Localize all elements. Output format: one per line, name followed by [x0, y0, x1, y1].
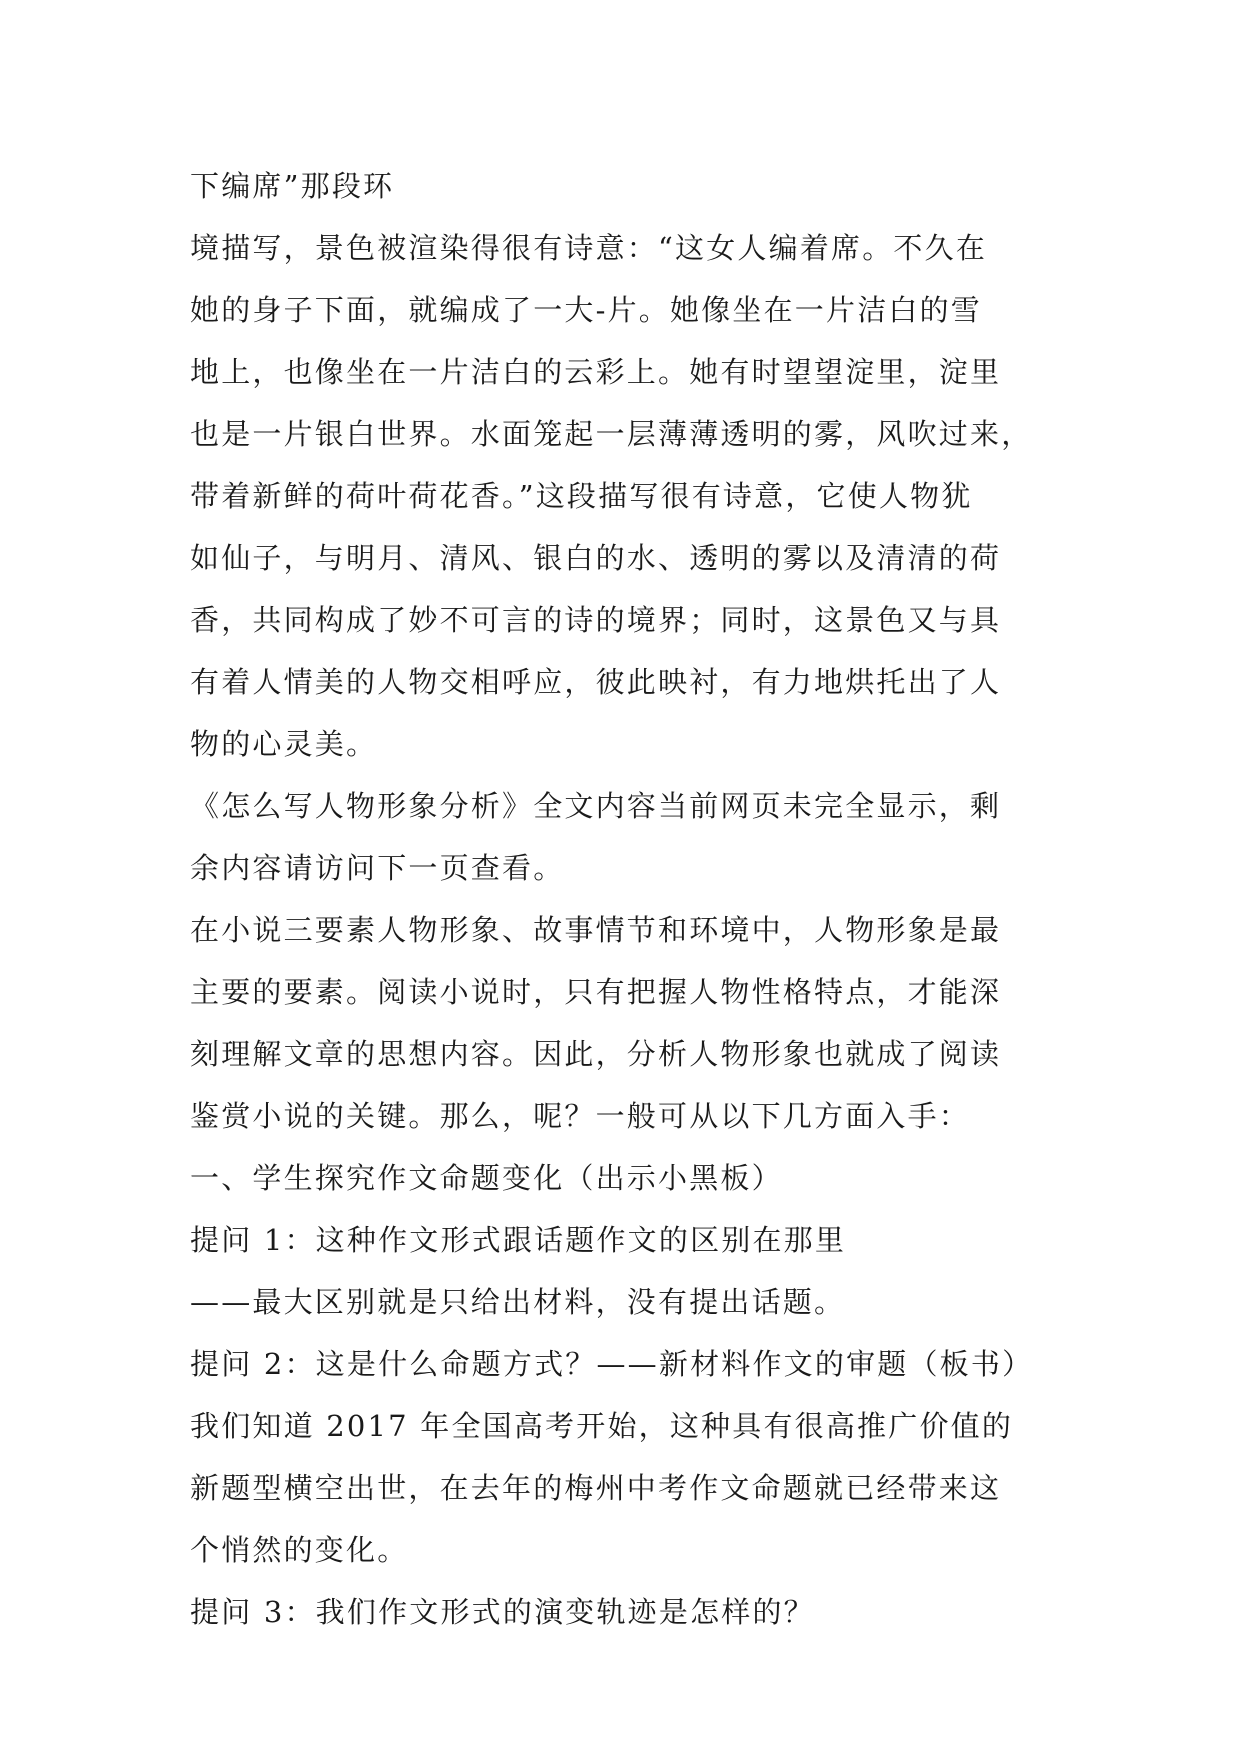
text-line: 新题型横空出世，在去年的梅州中考作文命题就已经带来这 [190, 1471, 1002, 1505]
text-line: 在小说三要素人物形象、故事情节和环境中，人物形象是最 [190, 913, 1002, 947]
notice-line: 余内容请访问下一页查看。 [190, 851, 565, 885]
question-line: 提问 1：这种作文形式跟话题作文的区别在那里 [190, 1223, 847, 1257]
question-line: 提问 2：这是什么命题方式？——新材料作文的审题（板书） [190, 1347, 1034, 1381]
text-line: 我们知道 2017 年全国高考开始，这种具有很高推广价值的 [190, 1409, 1014, 1443]
text-line: 香，共同构成了妙不可言的诗的境界；同时，这景色又与具 [190, 603, 1002, 637]
text-line: 个悄然的变化。 [190, 1533, 409, 1567]
text-line: 也是一片银白世界。水面笼起一层薄薄透明的雾，风吹过来， [190, 417, 1033, 451]
question-line: 提问 3：我们作文形式的演变轨迹是怎样的？ [190, 1595, 815, 1629]
text-line: 物的心灵美。 [190, 727, 378, 761]
text-line: 境描写，景色被渲染得很有诗意：“这女人编着席。不久在 [190, 231, 988, 265]
text-line: 有着人情美的人物交相呼应，彼此映衬，有力地烘托出了人 [190, 665, 1002, 699]
text-line: 下编席”那段环 [190, 169, 395, 203]
body-text [190, 155, 1070, 1643]
text-line: 主要的要素。阅读小说时，只有把握人物性格特点，才能深 [190, 975, 1002, 1009]
text-line: 刻理解文章的思想内容。因此，分析人物形象也就成了阅读 [190, 1037, 1002, 1071]
text-line: 带着新鲜的荷叶荷花香。”这段描写很有诗意，它使人物犹 [190, 479, 973, 513]
text-line: 她的身子下面，就编成了一大-片。她像坐在一片洁白的雪 [190, 293, 982, 327]
answer-line: ——最大区别就是只给出材料，没有提出话题。 [190, 1285, 846, 1319]
text-line: 如仙子，与明月、清风、银白的水、透明的雾以及清清的荷 [190, 541, 1002, 575]
notice-line: 《怎么写人物形象分析》全文内容当前网页未完全显示，剩 [190, 789, 1002, 823]
text-line: 地上，也像坐在一片洁白的云彩上。她有时望望淀里，淀里 [190, 355, 1002, 389]
text-line: 鉴赏小说的关键。那么，呢？一般可从以下几方面入手： [190, 1099, 971, 1133]
section-heading: 一、学生探究作文命题变化（出示小黑板） [190, 1161, 783, 1195]
